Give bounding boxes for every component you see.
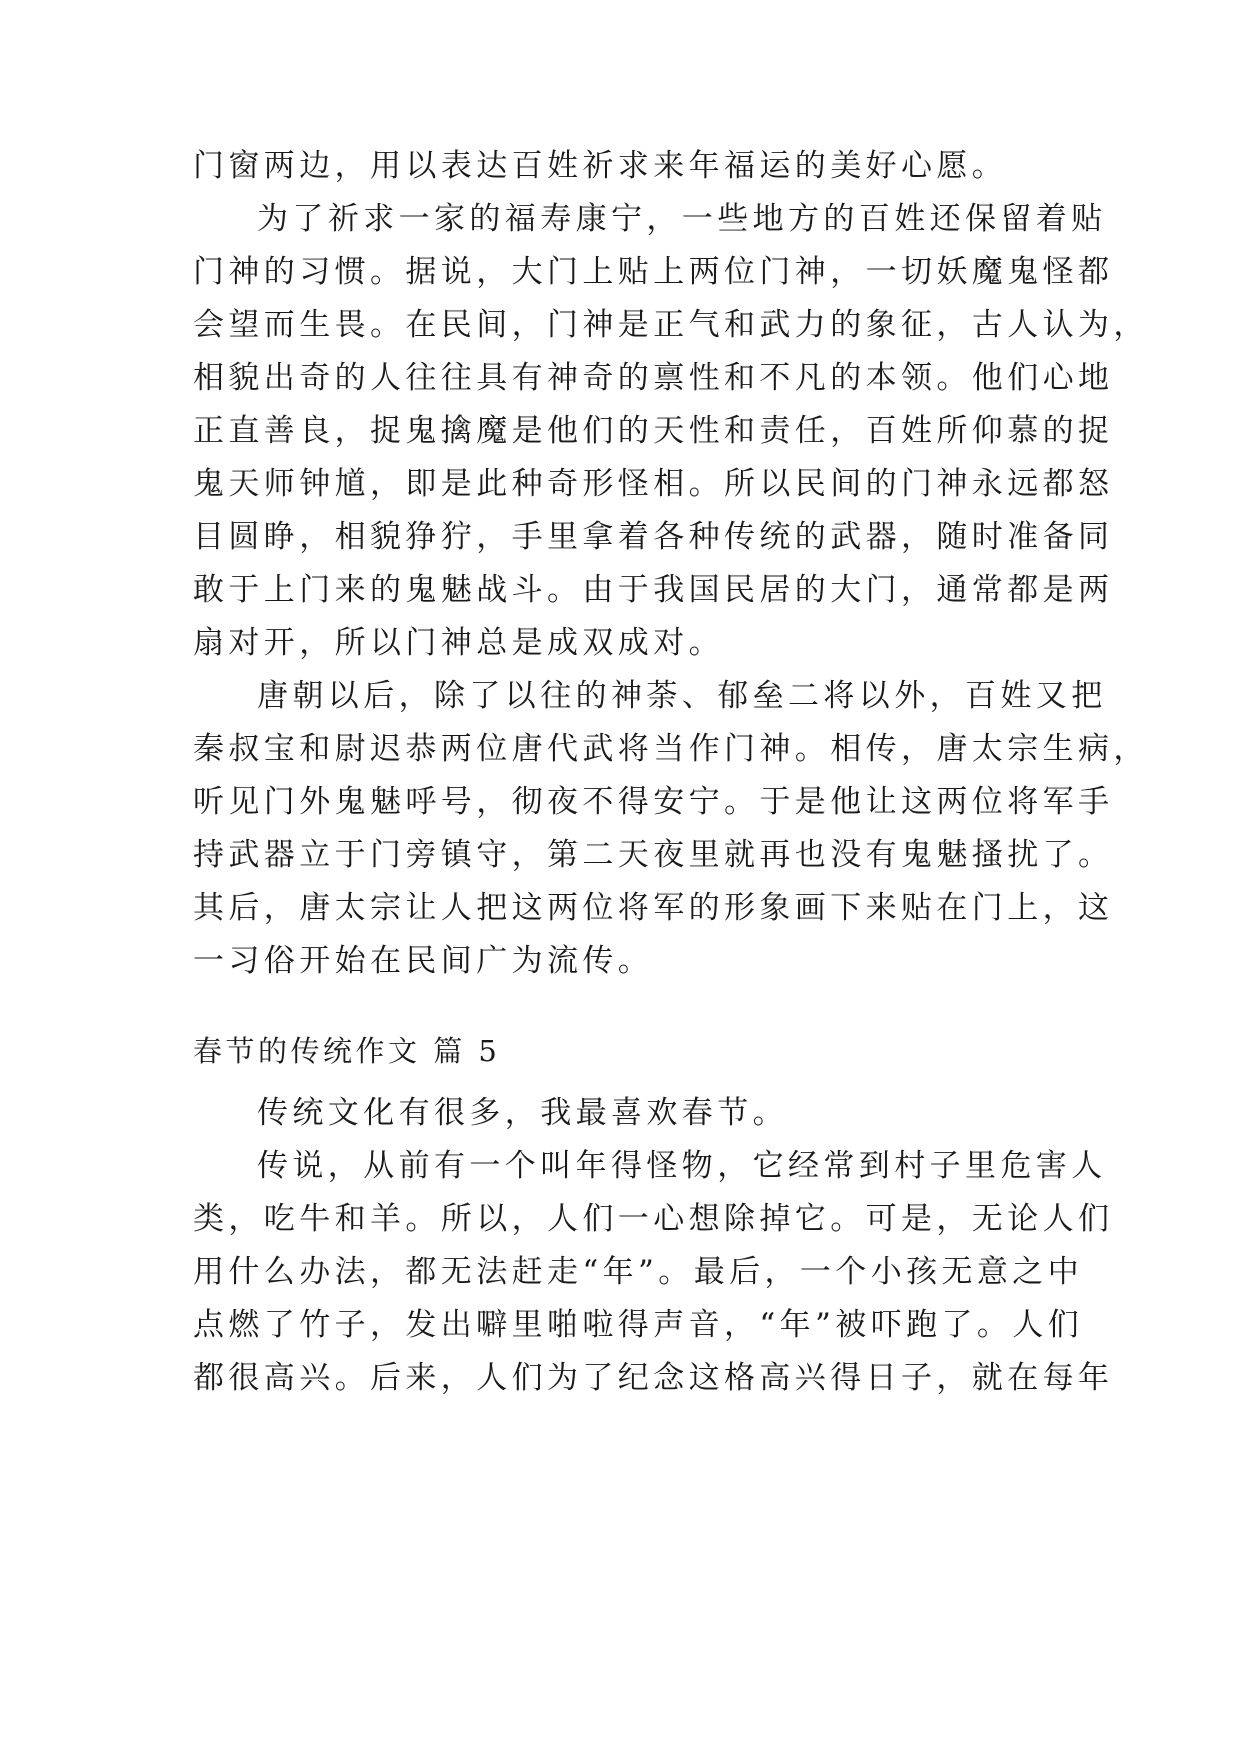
paragraph-line: 正直善良，捉鬼擒魔是他们的天性和责任，百姓所仰慕的捉 (193, 413, 1114, 449)
paragraph-line: 扇对开，所以门神总是成双成对。 (193, 625, 724, 661)
paragraph-line: 点燃了竹子，发出噼里啪啦得声音，“年”被吓跑了。人们 (193, 1307, 1084, 1343)
paragraph-line: 会望而生畏。在民间，门神是正气和武力的象征，古人认为， (193, 307, 1149, 343)
paragraph-line: 类，吃牛和羊。所以，人们一心想除掉它。可是，无论人们 (193, 1201, 1114, 1237)
paragraph-line: 听见门外鬼魅呼号，彻夜不得安宁。于是他让这两位将军手 (193, 784, 1114, 820)
paragraph-line: 为了祈求一家的福寿康宁，一些地方的百姓还保留着贴 (257, 201, 1107, 237)
section-heading: 春节的传统作文 篇 5 (193, 1034, 501, 1068)
paragraph-line: 鬼天师钟馗，即是此种奇形怪相。所以民间的门神永远都怒 (193, 466, 1114, 502)
paragraph-line: 门窗两边，用以表达百姓祈求来年福运的美好心愿。 (193, 148, 1008, 184)
paragraph-line: 都很高兴。后来，人们为了纪念这格高兴得日子，就在每年 (193, 1360, 1114, 1396)
paragraph-line: 持武器立于门旁镇守，第二天夜里就再也没有鬼魅搔扰了。 (193, 837, 1114, 873)
paragraph-line: 门神的习惯。据说，大门上贴上两位门神，一切妖魔鬼怪都 (193, 254, 1114, 290)
paragraph-line: 目圆睁，相貌狰狞，手里拿着各种传统的武器，随时准备同 (193, 519, 1114, 555)
paragraph-line: 传统文化有很多，我最喜欢春节。 (257, 1095, 788, 1131)
paragraph-line: 相貌出奇的人往往具有神奇的禀性和不凡的本领。他们心地 (193, 360, 1114, 396)
paragraph-line: 唐朝以后，除了以往的神荼、郁垒二将以外，百姓又把 (257, 678, 1107, 714)
paragraph-line: 秦叔宝和尉迟恭两位唐代武将当作门神。相传，唐太宗生病， (193, 731, 1149, 767)
paragraph-line: 用什么办法，都无法赶走“年”。最后，一个小孩无意之中 (193, 1254, 1084, 1290)
paragraph-line: 传说，从前有一个叫年得怪物，它经常到村子里危害人 (257, 1148, 1107, 1184)
paragraph-line: 其后，唐太宗让人把这两位将军的形象画下来贴在门上，这 (193, 890, 1114, 926)
paragraph-line: 一习俗开始在民间广为流传。 (193, 943, 654, 979)
paragraph-line: 敢于上门来的鬼魅战斗。由于我国民居的大门，通常都是两 (193, 572, 1114, 608)
